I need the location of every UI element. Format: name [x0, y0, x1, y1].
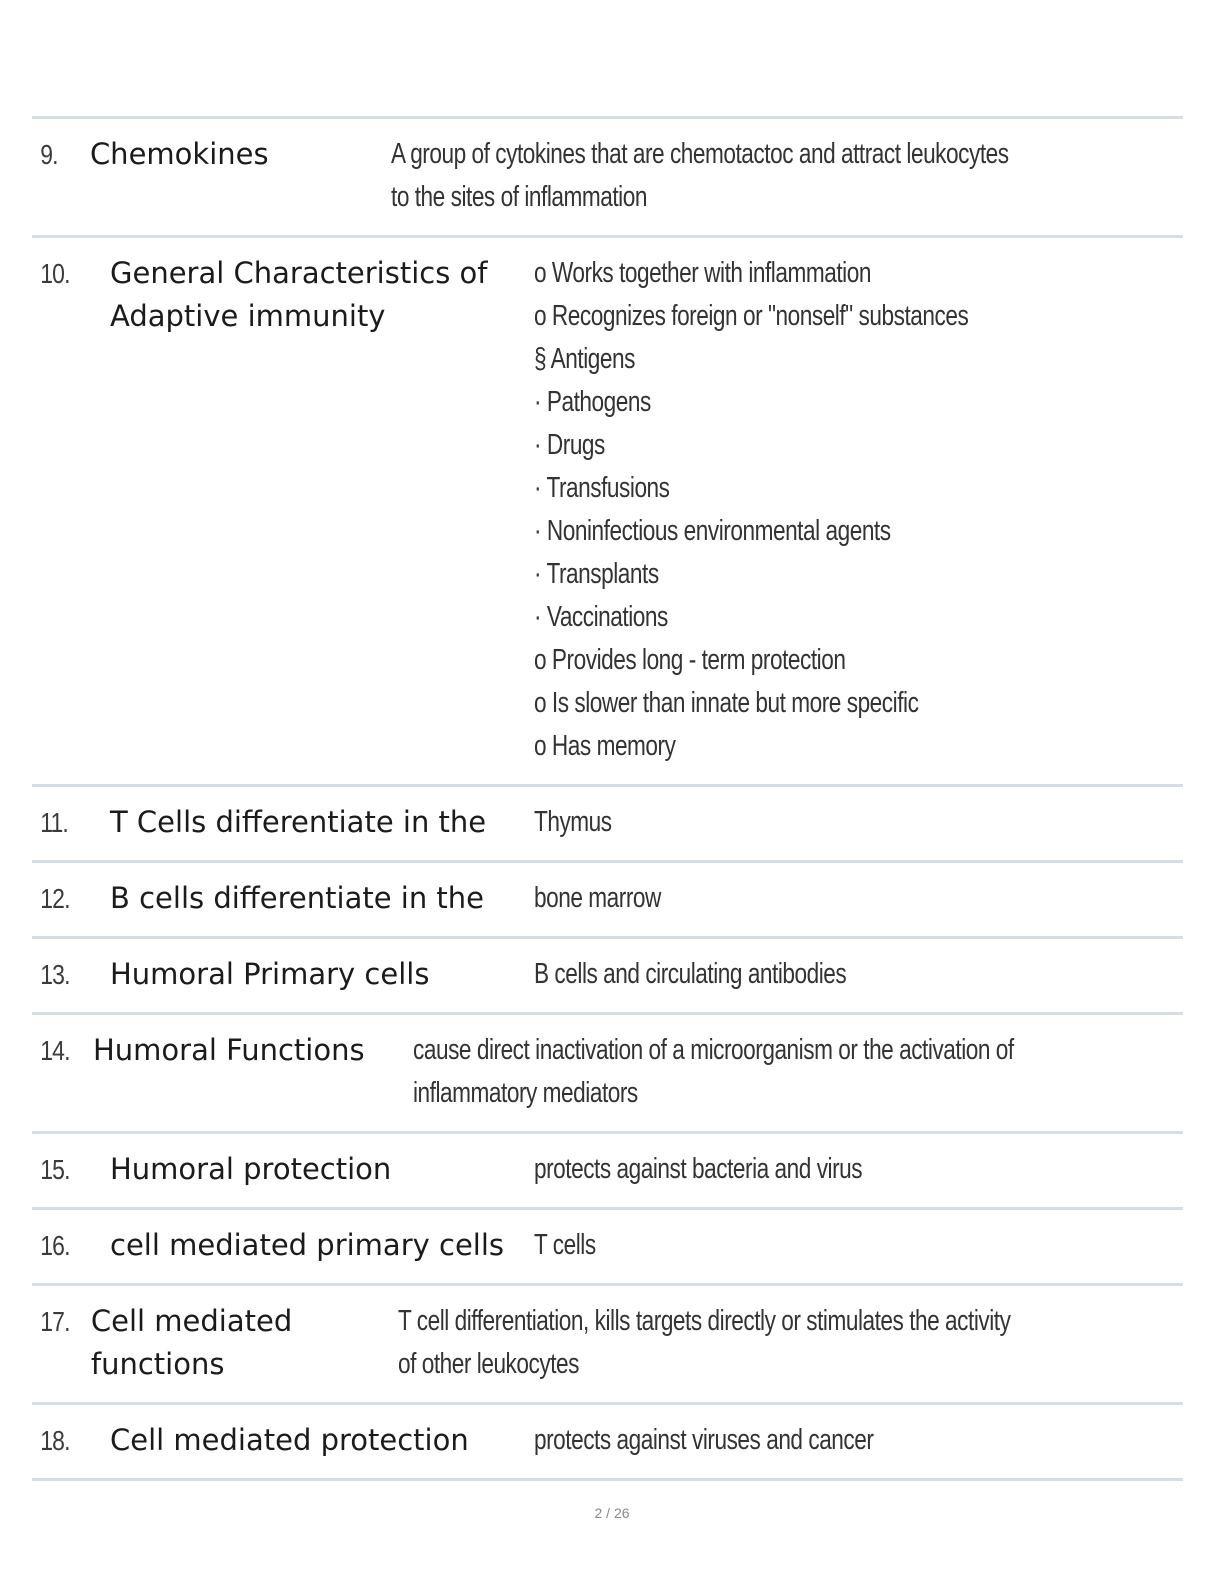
card-definition — [534, 953, 1183, 996]
card-term: Chemokines — [89, 137, 269, 171]
definition-line: T cell differentiation, kills targets directly or stimulates the activity — [397, 1305, 1011, 1337]
card-term: General Characteristics of Adaptive immunity — [110, 256, 488, 333]
page-indicator: 2 / 26 — [594, 1505, 630, 1521]
flashcard-row — [32, 787, 1183, 863]
card-number: 10. — [40, 258, 70, 289]
definition-line: Thymus — [534, 806, 612, 838]
definition-line: o Has memory — [534, 730, 676, 762]
card-term: Humoral Primary cells — [110, 957, 430, 991]
flashcard-row — [32, 939, 1183, 1015]
definition-line: to the sites of inflammation — [391, 181, 648, 213]
definition-line: protects against bacteria and virus — [534, 1153, 863, 1185]
definition-line: § Antigens — [534, 343, 635, 375]
card-definition — [534, 877, 1183, 920]
card-term: Humoral Functions — [92, 1033, 365, 1067]
card-definition — [534, 1148, 1183, 1191]
definition-line: A group of cytokines that are chemotactoc and attract leukocytes — [391, 138, 1009, 170]
definition-line: o Is slower than innate but more specific — [534, 687, 919, 719]
flashcard-row — [32, 1405, 1183, 1481]
card-definition — [534, 1419, 1183, 1462]
definition-line: o Works together with inflammation — [534, 257, 871, 289]
card-number: 14. — [40, 1035, 70, 1066]
definition-line: · Transplants — [534, 558, 659, 590]
definition-line: bone marrow — [534, 882, 661, 914]
card-term: cell mediated primary cells — [110, 1228, 505, 1262]
card-definition — [534, 801, 1183, 844]
definition-line: · Drugs — [534, 429, 605, 461]
definition-line: protects against viruses and cancer — [534, 1424, 874, 1456]
card-number: 18. — [40, 1425, 70, 1456]
flashcard-row — [32, 1134, 1183, 1210]
card-number: 16. — [40, 1230, 70, 1261]
card-definition — [413, 1029, 1183, 1115]
card-number: 17. — [40, 1306, 70, 1337]
definition-line: T cells — [534, 1229, 596, 1261]
definition-line: · Transfusions — [534, 472, 670, 504]
card-number: 15. — [40, 1154, 70, 1185]
definition-line: · Vaccinations — [534, 601, 668, 633]
card-definition — [534, 1224, 1183, 1267]
flashcard-row — [32, 238, 1183, 787]
card-number: 13. — [40, 959, 70, 990]
definition-line: · Noninfectious environmental agents — [534, 515, 891, 547]
card-number: 12. — [40, 883, 70, 914]
card-number: 9. — [40, 139, 58, 170]
card-term: Humoral protection — [110, 1152, 392, 1186]
card-term: Cell mediated functions — [90, 1304, 293, 1381]
card-term: B cells differentiate in the — [110, 881, 485, 915]
definition-line: cause direct inactivation of a microorganism or the activation of — [412, 1034, 1014, 1066]
card-term: Cell mediated protection — [110, 1423, 469, 1457]
flashcard-row — [32, 1015, 1183, 1134]
flashcard-row — [32, 1210, 1183, 1286]
card-definition — [534, 252, 1183, 768]
flashcard-list — [32, 116, 1183, 1481]
definition-line: o Recognizes foreign or "nonself" substances — [534, 300, 969, 332]
definition-line: o Provides long - term protection — [534, 644, 846, 676]
flashcard-row — [32, 863, 1183, 939]
card-definition — [398, 1300, 1183, 1386]
card-number: 11. — [40, 807, 68, 838]
definition-line: inflammatory mediators — [412, 1077, 638, 1109]
flashcard-row — [32, 119, 1183, 238]
flashcard-row — [32, 1286, 1183, 1405]
card-term: T Cells differentiate in the — [110, 805, 487, 839]
definition-line: of other leukocytes — [397, 1348, 579, 1380]
card-definition — [391, 133, 1183, 219]
definition-line: B cells and circulating antibodies — [534, 958, 847, 990]
definition-line: · Pathogens — [534, 386, 651, 418]
